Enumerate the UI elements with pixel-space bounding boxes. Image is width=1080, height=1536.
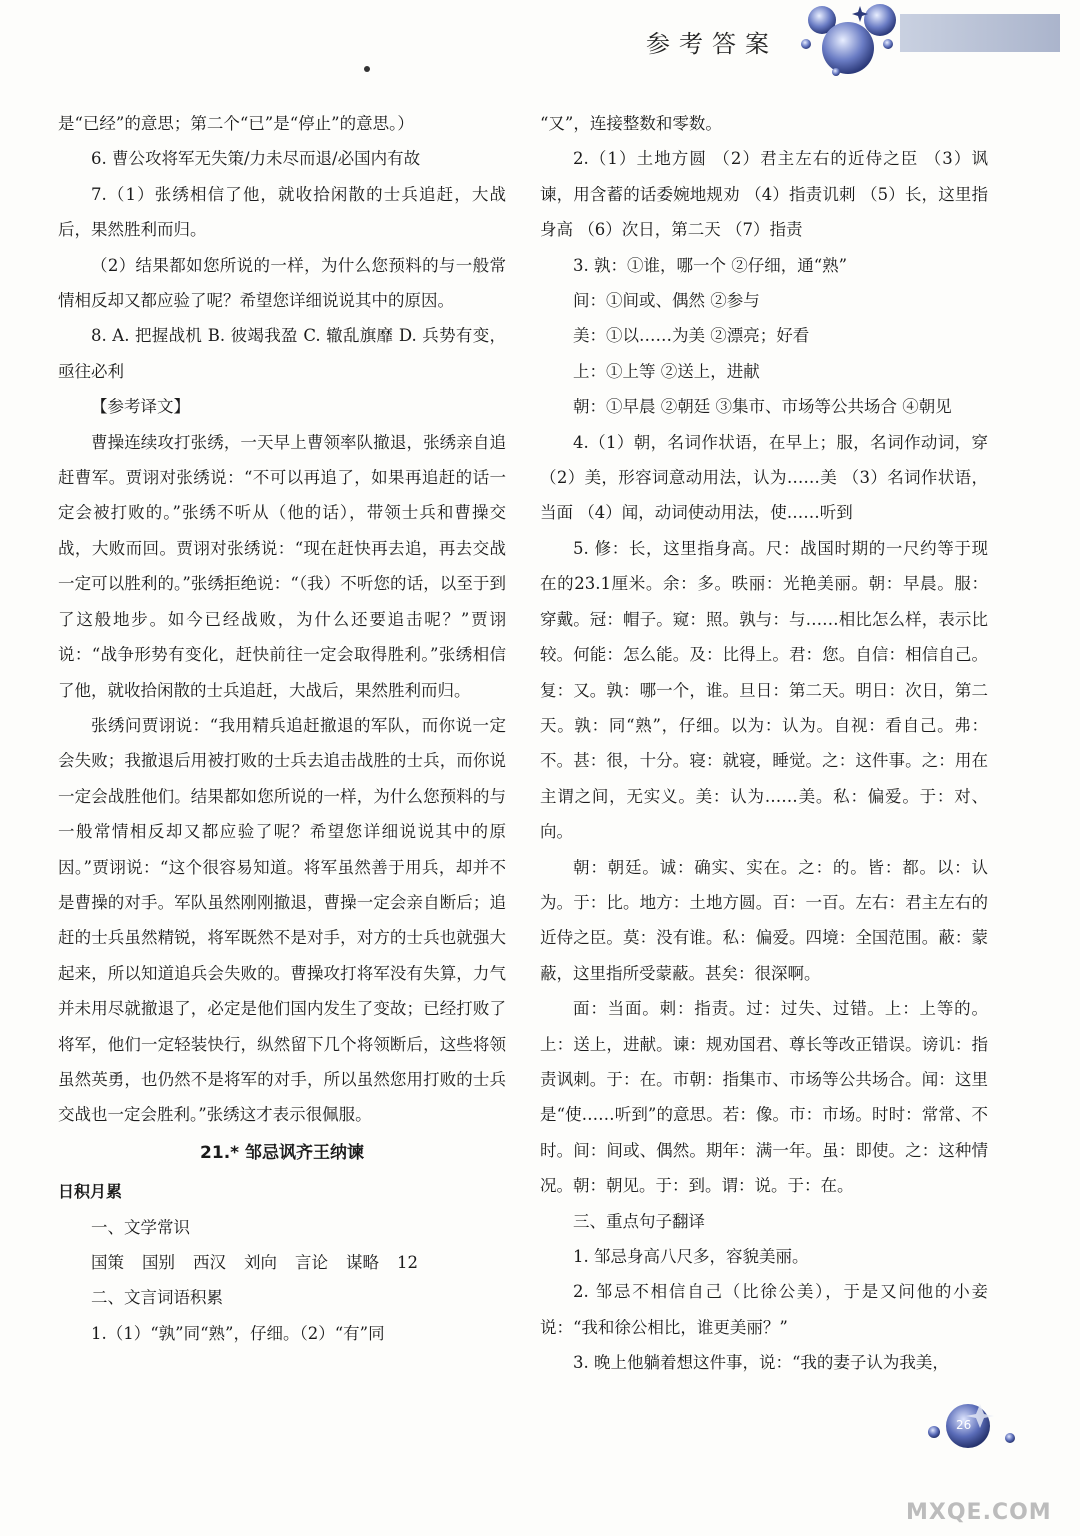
vocabulary-answer-5-part3: 面：当面。刺：指责。过：过失、过错。上：上等的。上：送上，进献。谏：规劝国君、尊长等改正错误。谤讥：指责讽刺。于：在。市朝：指集市、市场等公共场合。闻：这里是“使……听到”的意思。若：像。市：市场。时时：常常、不时。间：间或、偶然。期年：满一年。虽：即使。之：这种情况。朝：朝见。于：到。谓：说。于：在。 — [540, 999, 988, 1196]
vocabulary-answer-3: 3. 孰：①谁，哪一个 ②仔细，通“熟” — [573, 255, 848, 275]
section-title: 21.* 邹忌讽齐王纳谏 — [200, 1142, 364, 1163]
left-column — [58, 106, 506, 1351]
translation-paragraph-1: 曹操连续攻打张绣，一天早上曹领率队撤退，张绣亲自追赶曹军。贾诩对张绣说：“不可以再追了，如果再追赶的话一定会被打败的。”张绣不听从（他的话），带领士兵和曹操交战，大败而回。贾诩对张绣说：“现在赶快再去追，再去交战一定可以胜利的。”张绣拒绝说：“（我）不听您的话，以至于到了这般地步。如今已经战败，为什么还要追击呢？”贾诩说：“战争形势有变化，赶快前往一定会取得胜利。”张绣相信了他，就收拾闲散的士兵追赶，大战后，果然胜利而归。 — [58, 432, 506, 700]
vocabulary-answer-3-mei: 美：①以……为美 ②漂亮；好看 — [573, 326, 810, 346]
vocabulary-answer-5: 5. 修：长，这里指身高。尺：战国时期的一尺约等于现在的23.1厘米。余：多。昳丽：光艳美丽。朝：早晨。服：穿戴。冠：帽子。窥：照。孰与：与……相比怎么样，表示比较。何能：怎么能。及：比得上。君：您。自信：相信自己。复：又。孰：哪一个，谁。旦日：第二天。明日：次日，第二天。孰：同“熟”，仔细。以为：认为。自视：看自己。弗：不。甚：很，十分。寝：就寝，睡觉。之：这件事。之：用在主谓之间，无实义。美：认为……美。私：偏爱。于：对、向。 — [540, 538, 988, 842]
vocabulary-answer-3-chao: 朝：①早晨 ②朝廷 ③集市、市场等公共场合 ④朝见 — [573, 397, 952, 417]
heading-literary-knowledge: 一、文学常识 — [91, 1217, 190, 1237]
right-column — [540, 106, 988, 1381]
vocabulary-answer-3-jian: 间：①间或、偶然 ②参与 — [573, 291, 760, 311]
answer-item: 西汉 — [193, 1253, 226, 1272]
answer-item: 12 — [397, 1253, 418, 1272]
translation-paragraph-2: 张绣问贾诩说：“我用精兵追赶撤退的军队，而你说一定会失败；我撤退后用被打败的士兵去追击战胜的士兵，而你说一定会战胜他们。结果都如您所说的一样，为什么您预料的与一般常情相反却又都应验了呢？希望您详细说说其中的原因。”贾诩说：“这个很容易知道。将军虽然善于用兵，却并不是曹操的对手。军队虽然刚刚撤退，曹操一定会亲自断后；追赶的士兵虽然精锐，将军既然不是对手，对方的士兵也就强大起来，所以知道追兵会失败的。曹操攻打将军没有失算，力气并未用尽就撤退了，必定是他们国内发生了变故；已经打败了将军，他们一定轻装快行，纵然留下几个将领断后，这些将领虽然英勇，也仍然不是将军的对手，所以虽然您用打败的士兵交战也一定会胜利。”张绣这才表示很佩服。 — [58, 715, 506, 1125]
page-number: 26 — [956, 1418, 972, 1432]
answer-7-2: （2）结果都如您所说的一样，为什么您预料的与一般常情相反却又都应验了呢？希望您详细说说其中的原因。 — [58, 255, 506, 311]
vocabulary-answer-3-shang: 上：①上等 ②送上，进献 — [573, 361, 760, 381]
section-label: 日积月累 — [58, 1182, 123, 1202]
page-header-title: 参考答案 — [646, 30, 778, 58]
answer-item: 国策 — [91, 1253, 124, 1272]
literary-knowledge-answers — [58, 1245, 506, 1280]
sentence-translation-1: 1. 邹忌身高八尺多，容貌美丽。 — [573, 1247, 809, 1266]
planet-decoration-icon — [800, 0, 1080, 80]
vocabulary-answer-4: 4.（1）朝，名词作状语，在早上；服，名词作动词，穿 （2）美，形容词意动用法，认为……美 （3）名词作状语，当面 （4）闻，动词使动用法，使……听到 — [540, 432, 988, 523]
answer-item: 谋略 — [346, 1253, 379, 1272]
answer-7-1: 7.（1）张绣相信了他，就收拾闲散的士兵追赶，大战后，果然胜利而归。 — [58, 184, 506, 240]
decorative-dot — [364, 66, 370, 72]
heading-vocabulary: 二、文言词语积累 — [91, 1288, 223, 1308]
answer-item: 刘向 — [244, 1253, 277, 1272]
vocabulary-answer-5-part2: 朝：朝廷。诚：确实、实在。之：的。皆：都。以：认为。于：比。地方：土地方圆。百：一百。左右：君主左右的近侍之臣。莫：没有谁。私：偏爱。四境：全国范围。蔽：蒙蔽，这里指所受蒙蔽。甚矣：很深啊。 — [540, 857, 988, 983]
translation-label: 【参考译文】 — [91, 397, 190, 417]
heading-sentence-translation: 三、重点句子翻译 — [573, 1211, 705, 1231]
answer-item: 言论 — [295, 1253, 328, 1272]
text-paragraph: “又”，连接整数和零数。 — [540, 114, 722, 133]
text-paragraph: 是“已经”的意思；第二个“已”是“停止”的意思。） — [58, 114, 414, 133]
sentence-translation-3: 3. 晚上他躺着想这件事，说：“我的妻子认为我美， — [573, 1353, 949, 1373]
sentence-translation-2: 2. 邹忌不相信自己（比徐公美），于是又问他的小妾说：“我和徐公相比，谁更美丽？” — [540, 1282, 988, 1337]
answer-item: 国别 — [142, 1253, 175, 1272]
watermark-text: MXQE.COM — [906, 1500, 1052, 1525]
vocabulary-answer-1: 1.（1）“孰”同“熟”，仔细。（2）“有”同 — [91, 1323, 385, 1343]
answer-8: 8. A. 把握战机 B. 彼竭我盈 C. 辙乱旗靡 D. 兵势有变，亟往必利 — [58, 326, 506, 381]
answer-6: 6. 曹公攻将军无失策/力未尽而退/必国内有故 — [91, 149, 421, 169]
vocabulary-answer-2: 2.（1）土地方圆 （2）君主左右的近侍之臣 （3）讽谏，用含蓄的话委婉地规劝 （4）指责讥刺 （5）长，这里指身高 （6）次日，第二天 （7）指责 — [540, 149, 988, 240]
